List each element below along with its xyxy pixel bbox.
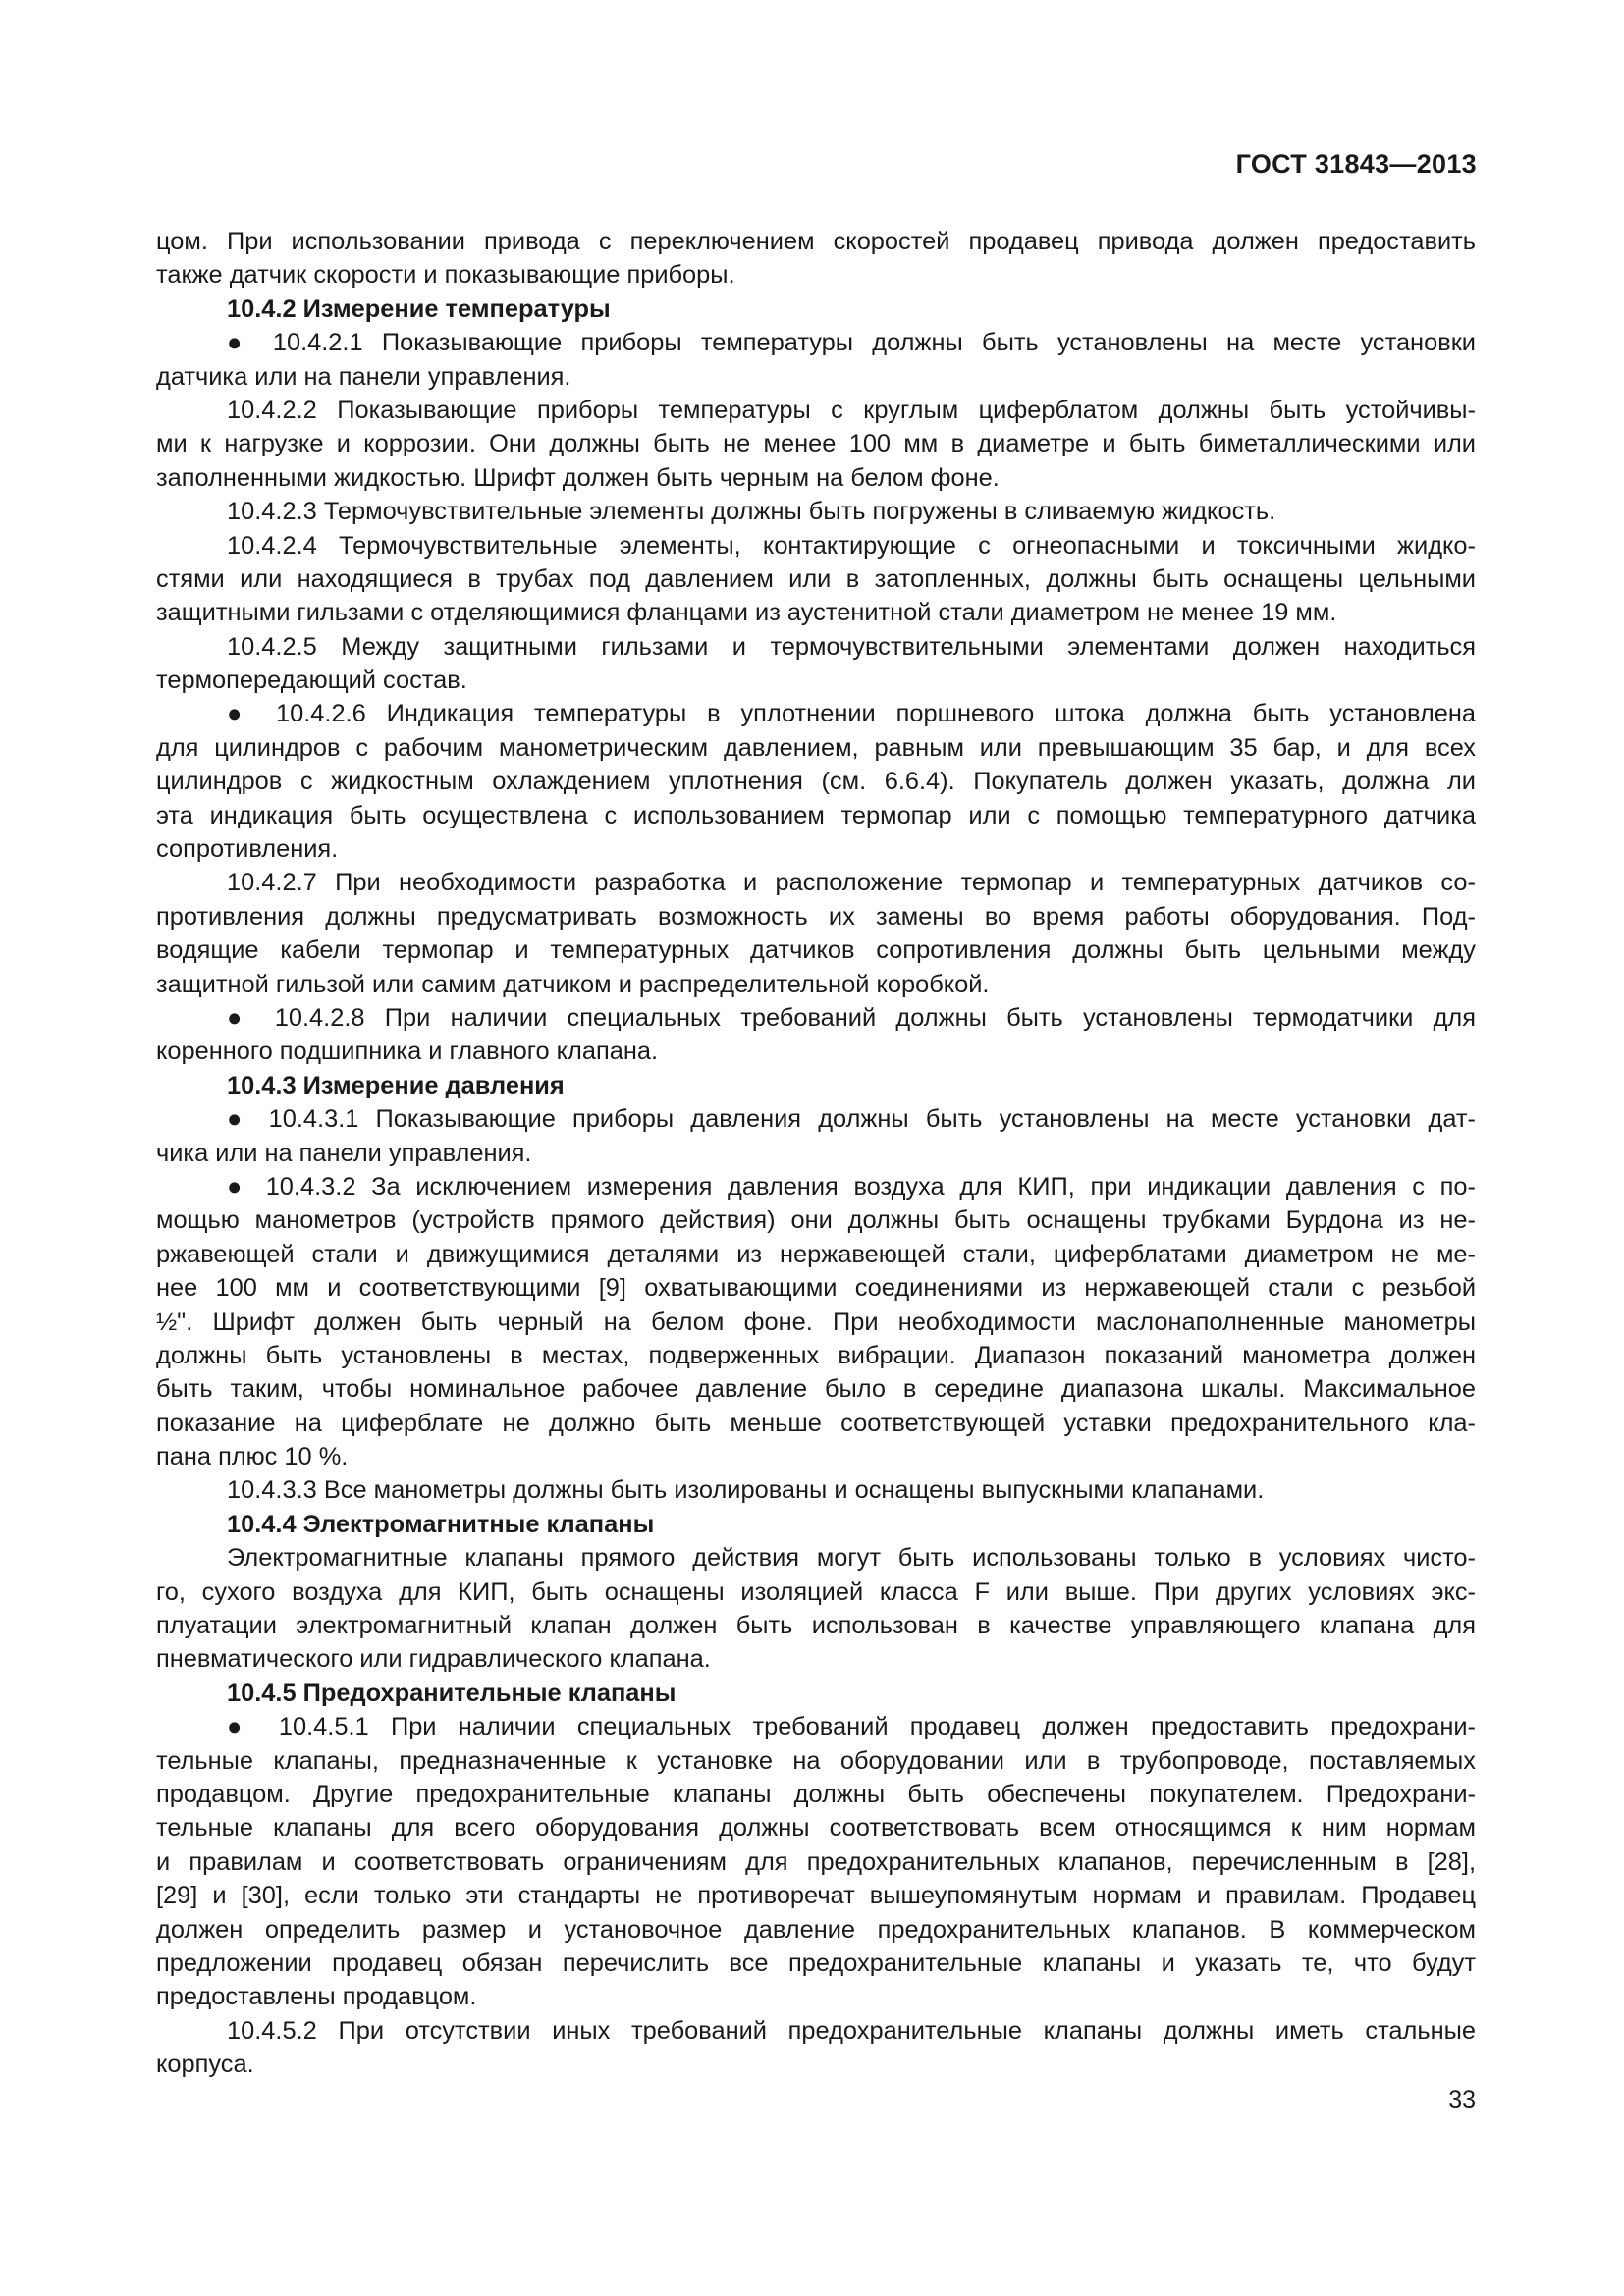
text-line: тельные клапаны, предназначенные к установке на оборудовании или в трубопроводе, поставляемых (156, 1746, 1476, 1775)
text-line: и правилам и соответствовать ограничениям для предохранительных клапанов, перечисленным в [28], (156, 1847, 1476, 1876)
text-line: показание на циферблате не должно быть меньше соответствующей уставки предохранительного кла- (156, 1409, 1476, 1437)
text-line: тельные клапаны для всего оборудования должны соответствовать всем относящимся к ним нормам (156, 1814, 1476, 1842)
page-header-standard: ГОСТ 31843—2013 (1235, 149, 1477, 179)
text-line: эта индикация быть осуществлена с использованием термопар или с помощью температурного датчика (156, 801, 1476, 829)
text-line: ½". Шрифт должен быть черный на белом фоне. При необходимости маслонаполненные манометры (156, 1308, 1476, 1336)
text-line: должен определить размер и установочное давление предохранительных клапанов. В коммерческом (156, 1915, 1476, 1944)
text-line: противления должны предусматривать возможность их замены во время работы оборудования. Под- (156, 902, 1476, 931)
text-line: нее 100 мм и соответствующими [9] охватывающими соединениями из нержавеющей стали с резьбой (156, 1274, 1476, 1303)
text-line: ● 10.4.3.2 За исключением измерения давления воздуха для КИП, при индикации давления с по- (227, 1172, 1476, 1201)
text-line: предоставлены продавцом. (156, 1983, 477, 2011)
text-line: 10.4.5.2 При отсутствии иных требований предохранительные клапаны должны иметь стальные (227, 2016, 1476, 2045)
text-line: [29] и [30], если только эти стандарты не противоречат вышеупомянутым нормам и правилам. Продавец (156, 1882, 1476, 1910)
text-line: чика или на панели управления. (156, 1139, 532, 1167)
section-heading: 10.4.5 Предохранительные клапаны (227, 1679, 677, 1707)
text-line: предложении продавец обязан перечислить все предохранительные клапаны и указать те, что будут (156, 1949, 1476, 1977)
text-line: 10.4.2.3 Термочувствительные элементы должны быть погружены в сливаемую жидкость. (227, 498, 1276, 526)
text-line: ● 10.4.3.1 Показывающие приборы давления должны быть установлены на месте установки дат- (227, 1105, 1476, 1134)
text-line: термопередающий состав. (156, 667, 467, 695)
text-line: ● 10.4.2.8 При наличии специальных требований должны быть установлены термодатчики для (227, 1003, 1476, 1032)
text-line: 10.4.2.4 Термочувствительные элементы, контактирующие с огнеопасными и токсичными жидко- (227, 531, 1476, 560)
text-line: защитной гильзой или самим датчиком и распределительной коробкой. (156, 970, 990, 998)
text-line: ржавеющей стали и движущимися деталями из нержавеющей стали, циферблатами диаметром не ме- (156, 1240, 1476, 1268)
text-line: стями или находящиеся в трубах под давлением или в затопленных, должны быть оснащены цельными (156, 564, 1476, 593)
text-line: го, сухого воздуха для КИП, быть оснащены изоляцией класса F или выше. При других условиях экс- (156, 1577, 1476, 1606)
text-line: заполненными жидкостью. Шрифт должен быть черным на белом фоне. (156, 463, 1000, 492)
text-line: ● 10.4.2.1 Показывающие приборы температуры должны быть установлены на месте установки (227, 329, 1476, 357)
text-line: 10.4.2.7 При необходимости разработка и расположение термопар и температурных датчиков со- (227, 869, 1476, 897)
text-line: Электромагнитные клапаны прямого действия могут быть использованы только в условиях чисто- (227, 1544, 1476, 1573)
text-line: защитными гильзами с отделяющимися фланцами из аустенитной стали диаметром не менее 19 мм. (156, 599, 1337, 627)
text-line: 10.4.2.5 Между защитными гильзами и термочувствительными элементами должен находиться (227, 632, 1476, 661)
text-line: коренного подшипника и главного клапана. (156, 1038, 659, 1066)
text-line: 10.4.3.3 Все манометры должны быть изолированы и оснащены выпускными клапанами. (227, 1476, 1265, 1505)
text-line: цилиндров с жидкостным охлаждением уплотнения (см. 6.6.4). Покупатель должен указать, должна ли (156, 768, 1476, 796)
text-line: сопротивления. (156, 835, 339, 864)
text-line: пана плюс 10 %. (156, 1443, 349, 1471)
text-line: плуатации электромагнитный клапан должен быть использован в качестве управляющего клапана для (156, 1612, 1476, 1640)
section-heading: 10.4.2 Измерение температуры (227, 294, 611, 323)
text-line: быть таким, чтобы номинальное рабочее давление было в середине диапазона шкалы. Максимальное (156, 1375, 1476, 1404)
page-number: 33 (1448, 2086, 1476, 2113)
text-line: ми к нагрузке и коррозии. Они должны быть не менее 100 мм в диаметре и быть биметаллическими или (156, 430, 1476, 458)
text-line: цом. При использовании привода с переключением скоростей продавец привода должен предоставить (156, 228, 1476, 255)
text-line: 10.4.2.2 Показывающие приборы температуры с круглым циферблатом должны быть устойчивы- (227, 396, 1476, 424)
text-line: мощью манометров (устройств прямого действия) они должны быть оснащены трубками Бурдона из не- (156, 1206, 1476, 1235)
text-line: ● 10.4.2.6 Индикация температуры в уплотнении поршневого штока должна быть установлена (227, 700, 1476, 728)
text-line: водящие кабели термопар и температурных датчиков сопротивления должны быть цельными между (156, 936, 1476, 965)
text-line: также датчик скорости и показывающие приборы. (156, 261, 735, 290)
text-line: должны быть установлены в местах, подверженных вибрации. Диапазон показаний манометра должен (156, 1341, 1476, 1369)
text-line: ● 10.4.5.1 При наличии специальных требований продавец должен предоставить предохрани- (227, 1713, 1476, 1741)
text-line: продавцом. Другие предохранительные клапаны должны быть обеспечены покупателем. Предохрани- (156, 1780, 1476, 1808)
text-line: датчика или на панели управления. (156, 362, 571, 391)
text-line: пневматического или гидравлического клапана. (156, 1645, 711, 1674)
document-body (156, 225, 1476, 2081)
section-heading: 10.4.3 Измерение давления (227, 1071, 565, 1099)
text-line: корпуса. (156, 2051, 254, 2079)
section-heading: 10.4.4 Электромагнитные клапаны (227, 1510, 655, 1538)
text-line: для цилиндров с рабочим манометрическим давлением, равным или превышающим 35 бар, и для всех (156, 733, 1476, 762)
